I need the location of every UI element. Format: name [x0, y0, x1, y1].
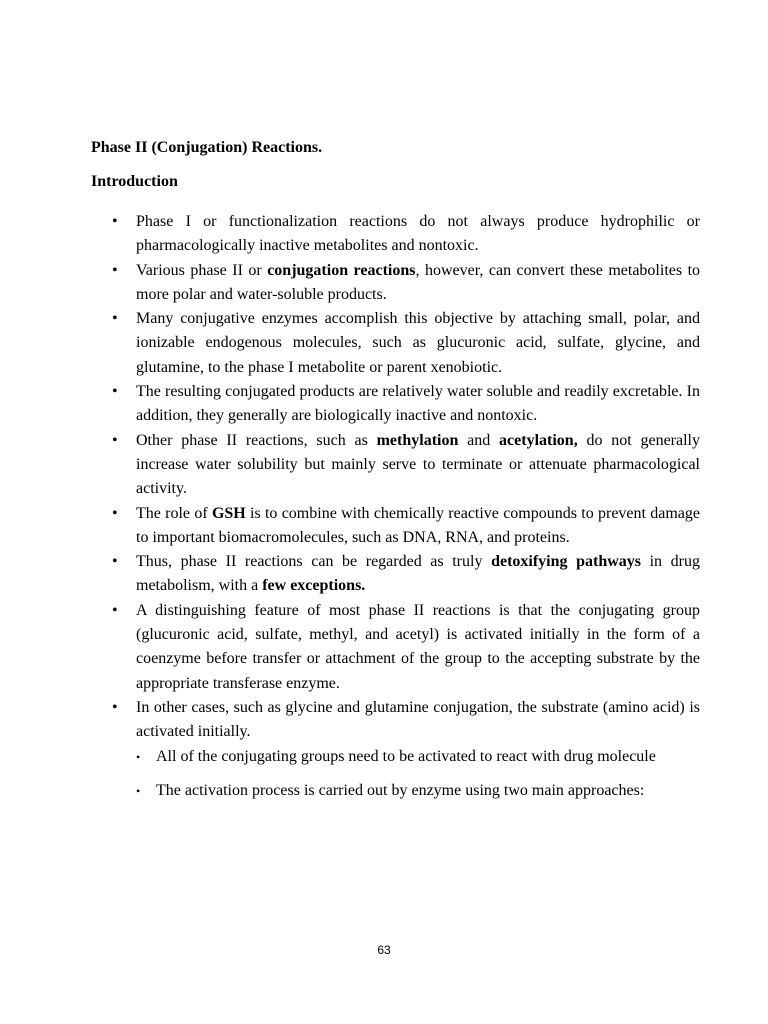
- bullet-text: Phase I or functionalization reactions do not always produce hydrophilic or pharmacologically inactive metabolites and nontoxic.: [136, 213, 700, 255]
- bullet-item: [112, 380, 700, 429]
- bullet-text: is to combine with chemically reactive compounds to prevent damage to important biomacromolecules, such as DNA, RNA, and proteins.: [136, 504, 700, 546]
- bullet-item: [112, 696, 700, 803]
- bold-term: GSH: [211, 504, 246, 522]
- bullet-text: The resulting conjugated products are relatively water soluble and readily excretable. In addition, they generally are biologically inactive and nontoxic.: [136, 383, 700, 425]
- bullet-text: The role of: [136, 504, 212, 522]
- bold-term: detoxifying pathways: [491, 553, 642, 571]
- bullet-item: [112, 259, 700, 308]
- bullet-list: [112, 210, 700, 803]
- sub-bullet-list: [136, 745, 700, 804]
- bullet-item: [112, 429, 700, 502]
- bullet-text: In other cases, such as glycine and glutamine conjugation, the substrate (amino acid) is activated initially.: [136, 698, 700, 741]
- bullet-item: [112, 599, 700, 696]
- bullet-text: Thus, phase II reactions can be regarded as truly: [136, 553, 492, 571]
- bullet-text: A distinguishing feature of most phase II reactions is that the conjugating group (glucuronic acid, sulfate, methyl, and acetyl) is activated initially in the form of a coenzyme before transfer or attachment of the group to the accepting substrate by the appropriate transferase enzyme.: [136, 601, 700, 692]
- bullet-text: , however, can convert these metabolites to more polar and water-soluble products.: [136, 261, 701, 303]
- sub-bullet-item: • The activation process is carried out by enzyme using two main approaches:: [136, 779, 700, 803]
- bullet-item: [112, 550, 700, 599]
- bold-term: few exceptions.: [262, 577, 366, 595]
- bullet-text: Various phase II or: [136, 261, 268, 279]
- bold-term: conjugation reactions: [267, 261, 416, 279]
- bullet-item: [112, 502, 700, 551]
- bullet-text: Many conjugative enzymes accomplish this objective by attaching small, polar, and ionizable endogenous molecules, such as glucuronic acid, sulfate, glycine, and glutamine, to the phase I metabolite or parent xenobiotic.: [136, 310, 700, 376]
- section-heading: Introduction: [91, 173, 178, 190]
- bullet-text: Other phase II reactions, such as: [136, 431, 377, 449]
- sub-bullet-item: • All of the conjugating groups need to be activated to react with drug molecule: [136, 745, 700, 769]
- bold-term: acetylation,: [499, 431, 578, 449]
- bullet-item: [112, 307, 700, 380]
- page-number: 63: [377, 943, 391, 957]
- bullet-text: in drug metabolism, with a: [136, 553, 700, 595]
- bullet-text: and: [458, 431, 500, 449]
- bold-term: methylation: [376, 431, 459, 449]
- bullet-item: [112, 210, 700, 259]
- page-title: Phase II (Conjugation) Reactions.: [91, 139, 323, 156]
- bullet-text: do not generally increase water solubility but mainly serve to terminate or attenuate pharmacological activity.: [136, 431, 701, 498]
